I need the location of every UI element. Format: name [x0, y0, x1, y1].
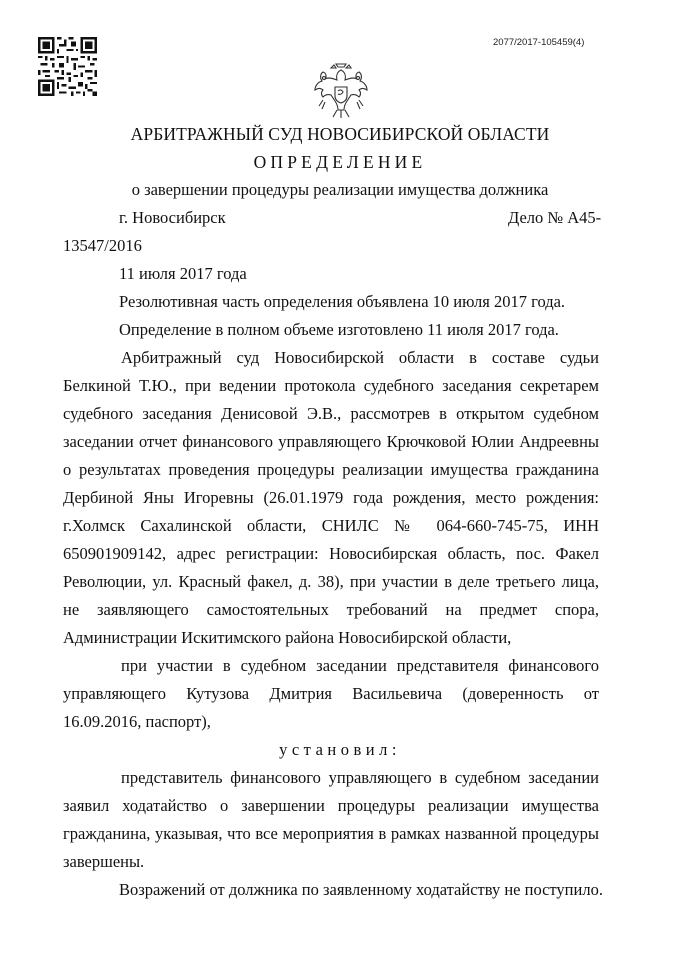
- full-text-note: Определение в полном объеме изготовлено 11 июля 2017 года.: [119, 320, 559, 339]
- decision-date: 11 июля 2017 года: [119, 264, 247, 283]
- qr-code-icon: [38, 37, 97, 96]
- document-id: 2077/2017-105459(4): [493, 37, 585, 48]
- paragraph-line: Дербиной Яны Игоревны (26.01.1979 года рождения, место рождения:: [63, 488, 599, 507]
- paragraph-line: Арбитражный суд Новосибирской области в составе судьи: [121, 348, 599, 367]
- russian-coat-of-arms-icon: [310, 60, 372, 122]
- paragraph-line: г.Холмск Сахалинской области, СНИЛС № 064-660-745-75, ИНН: [63, 516, 599, 535]
- paragraph-line: судебного заседания Денисовой Э.В., рассмотрев в открытом судебном: [63, 404, 599, 423]
- court-name: АРБИТРАЖНЫЙ СУД НОВОСИБИРСКОЙ ОБЛАСТИ: [130, 124, 550, 144]
- paragraph-line: управляющего Кутузова Дмитрия Васильевича (доверенность от: [63, 684, 599, 703]
- case-number-continued: 13547/2016: [63, 236, 142, 255]
- paragraph-line: гражданина, указывая, что все мероприятия в рамках названной процедуры: [63, 824, 599, 843]
- paragraph-line: завершены.: [63, 852, 145, 871]
- paragraph-line: заседании отчет финансового управляющего Крючковой Юлии Андреевны: [63, 432, 599, 451]
- resolution-note: Резолютивная часть определения объявлена 10 июля 2017 года.: [119, 292, 566, 311]
- city: г. Новосибирск: [119, 208, 226, 227]
- paragraph-line: о результатах проведения процедуры реализации имущества гражданина: [63, 460, 599, 479]
- case-number: Дело № А45-: [508, 208, 602, 227]
- paragraph-line: 650901909142, адрес регистрации: Новосибирская область, пос. Факел: [63, 544, 599, 563]
- paragraph-line: Белкиной Т.Ю., при ведении протокола судебного заседания секретарем: [63, 376, 599, 395]
- paragraph-line: Возражений от должника по заявленному ходатайству не поступило.: [119, 880, 603, 899]
- paragraph-line: Революции, ул. Красный факел, д. 38), при участии в деле третьего лица,: [63, 572, 599, 591]
- paragraph-line: Администрации Искитимского района Новосибирской области,: [63, 628, 512, 647]
- document-type: ОПРЕДЕЛЕНИЕ: [253, 152, 427, 172]
- document-subject: о завершении процедуры реализации имущества должника: [131, 180, 549, 199]
- paragraph-line: не заявляющего самостоятельных требований на предмет спора,: [63, 600, 599, 619]
- established-heading: установил:: [279, 740, 401, 759]
- paragraph-line: заявил ходатайство о завершении процедуры реализации имущества: [63, 796, 599, 815]
- paragraph-line: при участии в судебном заседании представителя финансового: [121, 656, 599, 675]
- paragraph-line: представитель финансового управляющего в судебном заседании: [121, 768, 599, 787]
- paragraph-line: 16.09.2016, паспорт),: [63, 712, 211, 731]
